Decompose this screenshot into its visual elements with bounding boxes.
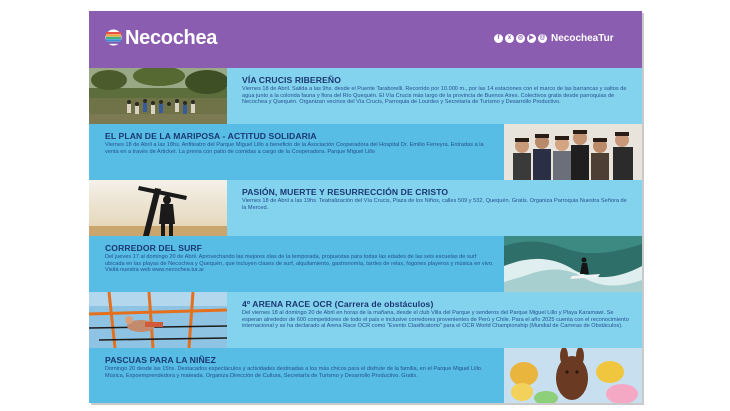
brand-name: Necochea xyxy=(125,27,218,49)
event-row xyxy=(89,348,642,403)
event-title: 4º ARENA RACE OCR (Carrera de obstáculos) xyxy=(242,299,434,309)
event-title: CORREDOR DEL SURF xyxy=(105,243,203,253)
easter-eggs-photo xyxy=(504,348,642,403)
facebook-icon[interactable]: f xyxy=(494,34,503,43)
event-row xyxy=(89,124,642,180)
event-row xyxy=(89,292,642,348)
event-title: PASIÓN, MUERTE Y RESURRECCIÓN DE CRISTO xyxy=(242,187,449,197)
event-text xyxy=(105,131,497,155)
event-description: Del jueves 17 al domingo 20 de Abril. Aprovechando las mejores olas de la temporada, propuestas para todas las edades de las seis escuelas de surf ubicada en las playas de Necochea y Quequén, que incluyen clases de surf, alquilamiento, gastronomía, tardes de relax, fogones playeros y música en vivo. Visitá nuestra web www.necochea.tur.ar xyxy=(105,254,494,274)
youtube-icon[interactable]: ▶ xyxy=(527,34,536,43)
event-description: Viernes 18 de Abril. Salida a las 9hs. desde el Puente Taraborelli. Recorrido por 10.000 m., por las 14 estaciones con el marco de las barrancas y saltos de agua junto a la colorida fauna y flora del Río Quequén. El Vía Crucis más largo de la provincia de Buenos Aires. Colectivos gratis desde parroquias de Necochea y Quequén. Organizan vecinos del Vía Crucis, Parroquia de Lourdes y Secretaría de Turismo y Desarrollo Productivo. xyxy=(242,86,627,106)
event-text xyxy=(105,355,497,379)
social-icons xyxy=(494,34,547,44)
event-title: EL PLAN DE LA MARIPOSA - ACTITUD SOLIDARIA xyxy=(105,131,317,141)
event-row xyxy=(89,236,642,292)
event-text xyxy=(105,243,497,274)
event-title: PASCUAS PARA LA NIÑEZ xyxy=(105,355,216,365)
event-description: Viernes 18 de Abril a las 18hs. Anfiteatro del Parque Miguel Lillo a beneficio de la Asociación Cooperadora del Hospital Dr. Emilio Ferreyra. Entradas a la venta en a través de Articket. La previa con patio de comidas a cargo de la Cooperadora. Parque Miguel Lillo xyxy=(105,142,484,155)
surfer-photo xyxy=(504,236,642,292)
threads-icon[interactable]: @ xyxy=(539,35,546,41)
event-description: Domingo 20 desde las 15hs. Destacados espectáculos y actividades destinadas a los más chicos para el disfrute de la familia, en el Parque Miguel Lillo. Música, Expoemprendedora y mateada. Organiza Dirección de Cultura, Secretaría de Turismo y Desarrollo Productivo. Gratis. xyxy=(105,366,483,379)
flyer-header xyxy=(89,11,642,68)
necochea-logo-icon xyxy=(105,29,122,46)
event-row xyxy=(89,68,642,124)
x-icon[interactable]: x xyxy=(505,34,514,43)
cross-silhouette-photo xyxy=(89,180,227,236)
events-flyer xyxy=(89,11,642,403)
event-text xyxy=(242,299,632,330)
obstacle-race-photo xyxy=(89,292,227,348)
event-title: VÍA CRUCIS RIBEREÑO xyxy=(242,75,341,85)
via-crucis-photo xyxy=(89,68,227,124)
band-photo xyxy=(504,124,642,180)
event-row xyxy=(89,180,642,236)
instagram-icon[interactable]: ◎ xyxy=(517,35,524,41)
event-text xyxy=(242,187,632,211)
event-description: Del viernes 18 al domingo 20 de Abril en horas de la mañana, desde el club Villa del Parque y senderos del Parque Miguel Lillo y Playa Karamawi. Se esperan alrededor de 600 competidores de todo el país e inclusive corredores provenientes de Perú y Chile. Para el año 2025 cuenta con el reconocimiento internacional y se ha declarado al Arena Race OCR como "Evento Clasificatorio" para el OCR World Championship (Mundial de Carreras de Obstáculos). xyxy=(242,310,629,330)
social-handle[interactable]: NecocheaTur xyxy=(551,33,614,44)
event-description: Viernes 18 de Abril a las 19hs. Teatralización del Vía Crucis, Plaza de los Niños, calles 509 y 532, Quequén. Gratis. Organiza Parroquia Nuestra Señora de la Merced. xyxy=(242,198,627,211)
event-text xyxy=(242,75,632,106)
